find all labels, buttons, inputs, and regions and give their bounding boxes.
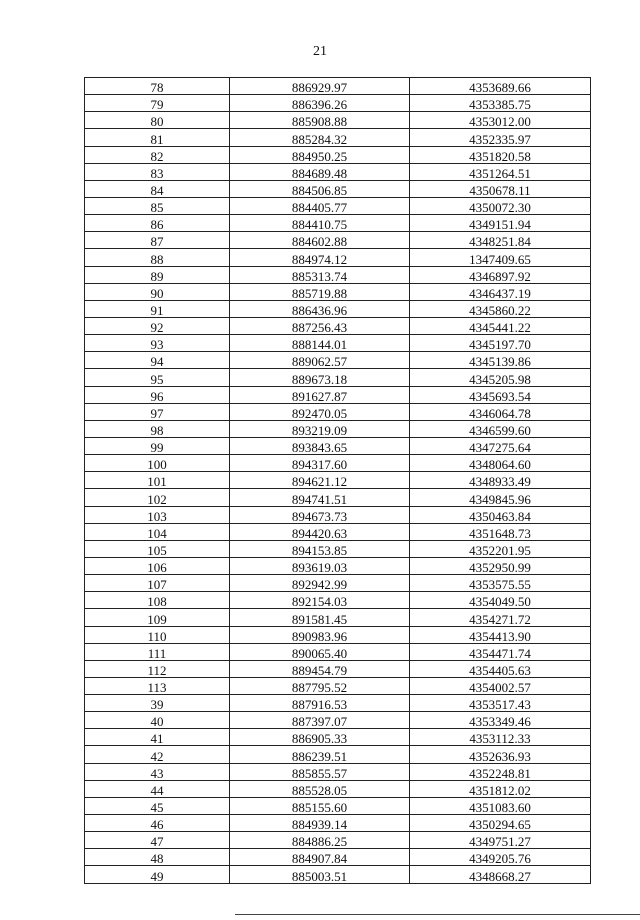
y-coordinate-cell: 4346437.19 [410, 283, 591, 300]
point-number-cell: 45 [85, 797, 230, 814]
x-coordinate-cell: 887916.53 [230, 695, 410, 712]
table-row [85, 283, 591, 300]
table-row [85, 180, 591, 197]
point-number-cell: 97 [85, 403, 230, 420]
y-coordinate-cell: 4350678.11 [410, 180, 591, 197]
x-coordinate-cell: 886239.51 [230, 746, 410, 763]
y-coordinate-cell: 4348933.49 [410, 472, 591, 489]
x-coordinate-cell: 884602.88 [230, 232, 410, 249]
y-coordinate-cell: 4352248.81 [410, 763, 591, 780]
table-row [85, 317, 591, 334]
point-number-cell: 100 [85, 455, 230, 472]
y-coordinate-cell: 4349751.27 [410, 832, 591, 849]
point-number-cell: 78 [85, 78, 230, 95]
point-number-cell: 95 [85, 369, 230, 386]
table-row [85, 609, 591, 626]
table-row [85, 626, 591, 643]
table-row [85, 266, 591, 283]
y-coordinate-cell: 4346897.92 [410, 266, 591, 283]
point-number-cell: 81 [85, 129, 230, 146]
table-row [85, 386, 591, 403]
table-row [85, 797, 591, 814]
y-coordinate-cell: 4354002.57 [410, 677, 591, 694]
point-number-cell: 88 [85, 249, 230, 266]
table-row [85, 592, 591, 609]
y-coordinate-cell: 4353012.00 [410, 112, 591, 129]
x-coordinate-cell: 884939.14 [230, 815, 410, 832]
point-number-cell: 44 [85, 780, 230, 797]
table-row [85, 437, 591, 454]
y-coordinate-cell: 4345205.98 [410, 369, 591, 386]
y-coordinate-cell: 4351812.02 [410, 780, 591, 797]
y-coordinate-cell: 4354405.63 [410, 660, 591, 677]
table-row [85, 575, 591, 592]
point-number-cell: 92 [85, 317, 230, 334]
x-coordinate-cell: 886396.26 [230, 95, 410, 112]
point-number-cell: 110 [85, 626, 230, 643]
point-number-cell: 104 [85, 523, 230, 540]
y-coordinate-cell: 4353575.55 [410, 575, 591, 592]
point-number-cell: 101 [85, 472, 230, 489]
point-number-cell: 111 [85, 643, 230, 660]
x-coordinate-cell: 887397.07 [230, 712, 410, 729]
point-number-cell: 90 [85, 283, 230, 300]
y-coordinate-cell: 4345139.86 [410, 352, 591, 369]
table-row [85, 506, 591, 523]
x-coordinate-cell: 885855.57 [230, 763, 410, 780]
table-row [85, 163, 591, 180]
y-coordinate-cell: 4349205.76 [410, 849, 591, 866]
table-row [85, 249, 591, 266]
y-coordinate-cell: 4349845.96 [410, 489, 591, 506]
y-coordinate-cell: 4348251.84 [410, 232, 591, 249]
x-coordinate-cell: 887256.43 [230, 317, 410, 334]
y-coordinate-cell: 4354271.72 [410, 609, 591, 626]
point-number-cell: 82 [85, 146, 230, 163]
table-row [85, 677, 591, 694]
table-row [85, 523, 591, 540]
point-number-cell: 106 [85, 557, 230, 574]
y-coordinate-cell: 4352201.95 [410, 540, 591, 557]
x-coordinate-cell: 890065.40 [230, 643, 410, 660]
x-coordinate-cell: 891581.45 [230, 609, 410, 626]
x-coordinate-cell: 885528.05 [230, 780, 410, 797]
point-number-cell: 41 [85, 729, 230, 746]
table-row [85, 95, 591, 112]
y-coordinate-cell: 4345860.22 [410, 300, 591, 317]
x-coordinate-cell: 892942.99 [230, 575, 410, 592]
table-row [85, 215, 591, 232]
y-coordinate-cell: 4352636.93 [410, 746, 591, 763]
y-coordinate-cell: 4354471.74 [410, 643, 591, 660]
y-coordinate-cell: 4345441.22 [410, 317, 591, 334]
y-coordinate-cell: 4351648.73 [410, 523, 591, 540]
x-coordinate-cell: 885719.88 [230, 283, 410, 300]
x-coordinate-cell: 884907.84 [230, 849, 410, 866]
y-coordinate-cell: 4354049.50 [410, 592, 591, 609]
point-number-cell: 109 [85, 609, 230, 626]
table-row [85, 660, 591, 677]
x-coordinate-cell: 884886.25 [230, 832, 410, 849]
x-coordinate-cell: 884950.25 [230, 146, 410, 163]
y-coordinate-cell: 4352335.97 [410, 129, 591, 146]
point-number-cell: 91 [85, 300, 230, 317]
y-coordinate-cell: 4349151.94 [410, 215, 591, 232]
table-row [85, 712, 591, 729]
table-row [85, 832, 591, 849]
point-number-cell: 102 [85, 489, 230, 506]
x-coordinate-cell: 894153.85 [230, 540, 410, 557]
x-coordinate-cell: 884506.85 [230, 180, 410, 197]
x-coordinate-cell: 889673.18 [230, 369, 410, 386]
x-coordinate-cell: 886436.96 [230, 300, 410, 317]
table-row [85, 746, 591, 763]
y-coordinate-cell: 4350294.65 [410, 815, 591, 832]
point-number-cell: 112 [85, 660, 230, 677]
y-coordinate-cell: 4351083.60 [410, 797, 591, 814]
x-coordinate-cell: 894621.12 [230, 472, 410, 489]
table-row [85, 352, 591, 369]
x-coordinate-cell: 889062.57 [230, 352, 410, 369]
y-coordinate-cell: 4347275.64 [410, 437, 591, 454]
table-row [85, 455, 591, 472]
point-number-cell: 40 [85, 712, 230, 729]
table-row [85, 335, 591, 352]
y-coordinate-cell: 4352950.99 [410, 557, 591, 574]
y-coordinate-cell: 4345693.54 [410, 386, 591, 403]
y-coordinate-cell: 4353517.43 [410, 695, 591, 712]
y-coordinate-cell: 4345197.70 [410, 335, 591, 352]
x-coordinate-cell: 893843.65 [230, 437, 410, 454]
y-coordinate-cell: 4350463.84 [410, 506, 591, 523]
table-row [85, 557, 591, 574]
y-coordinate-cell: 4353385.75 [410, 95, 591, 112]
point-number-cell: 83 [85, 163, 230, 180]
point-number-cell: 107 [85, 575, 230, 592]
table-row [85, 866, 591, 883]
x-coordinate-cell: 892154.03 [230, 592, 410, 609]
point-number-cell: 93 [85, 335, 230, 352]
point-number-cell: 46 [85, 815, 230, 832]
x-coordinate-cell: 894317.60 [230, 455, 410, 472]
y-coordinate-cell: 4348668.27 [410, 866, 591, 883]
point-number-cell: 43 [85, 763, 230, 780]
y-coordinate-cell: 1347409.65 [410, 249, 591, 266]
coordinates-table [84, 77, 591, 884]
x-coordinate-cell: 885313.74 [230, 266, 410, 283]
x-coordinate-cell: 885908.88 [230, 112, 410, 129]
point-number-cell: 87 [85, 232, 230, 249]
point-number-cell: 113 [85, 677, 230, 694]
point-number-cell: 86 [85, 215, 230, 232]
x-coordinate-cell: 893619.03 [230, 557, 410, 574]
table-row [85, 112, 591, 129]
x-coordinate-cell: 886929.97 [230, 78, 410, 95]
point-number-cell: 98 [85, 420, 230, 437]
y-coordinate-cell: 4350072.30 [410, 197, 591, 214]
x-coordinate-cell: 885155.60 [230, 797, 410, 814]
x-coordinate-cell: 894741.51 [230, 489, 410, 506]
y-coordinate-cell: 4351264.51 [410, 163, 591, 180]
table-row [85, 129, 591, 146]
bottom-rule [235, 914, 640, 915]
table-row [85, 78, 591, 95]
y-coordinate-cell: 4353112.33 [410, 729, 591, 746]
table-row [85, 695, 591, 712]
point-number-cell: 99 [85, 437, 230, 454]
y-coordinate-cell: 4353349.46 [410, 712, 591, 729]
table-row [85, 146, 591, 163]
table-row [85, 540, 591, 557]
x-coordinate-cell: 884405.77 [230, 197, 410, 214]
table-row [85, 815, 591, 832]
point-number-cell: 80 [85, 112, 230, 129]
point-number-cell: 84 [85, 180, 230, 197]
point-number-cell: 105 [85, 540, 230, 557]
y-coordinate-cell: 4346599.60 [410, 420, 591, 437]
point-number-cell: 47 [85, 832, 230, 849]
point-number-cell: 85 [85, 197, 230, 214]
x-coordinate-cell: 894673.73 [230, 506, 410, 523]
point-number-cell: 39 [85, 695, 230, 712]
x-coordinate-cell: 890983.96 [230, 626, 410, 643]
table-row [85, 849, 591, 866]
y-coordinate-cell: 4346064.78 [410, 403, 591, 420]
x-coordinate-cell: 892470.05 [230, 403, 410, 420]
point-number-cell: 108 [85, 592, 230, 609]
point-number-cell: 94 [85, 352, 230, 369]
x-coordinate-cell: 891627.87 [230, 386, 410, 403]
point-number-cell: 42 [85, 746, 230, 763]
x-coordinate-cell: 885284.32 [230, 129, 410, 146]
table-row [85, 232, 591, 249]
table-row [85, 403, 591, 420]
point-number-cell: 96 [85, 386, 230, 403]
y-coordinate-cell: 4348064.60 [410, 455, 591, 472]
x-coordinate-cell: 894420.63 [230, 523, 410, 540]
x-coordinate-cell: 884410.75 [230, 215, 410, 232]
table-row [85, 489, 591, 506]
x-coordinate-cell: 884974.12 [230, 249, 410, 266]
point-number-cell: 49 [85, 866, 230, 883]
x-coordinate-cell: 889454.79 [230, 660, 410, 677]
y-coordinate-cell: 4354413.90 [410, 626, 591, 643]
x-coordinate-cell: 886905.33 [230, 729, 410, 746]
table-row [85, 369, 591, 386]
table-row [85, 300, 591, 317]
table-row [85, 643, 591, 660]
x-coordinate-cell: 887795.52 [230, 677, 410, 694]
page-number: 21 [313, 44, 327, 59]
table-row [85, 729, 591, 746]
x-coordinate-cell: 888144.01 [230, 335, 410, 352]
x-coordinate-cell: 893219.09 [230, 420, 410, 437]
table-row [85, 780, 591, 797]
table-row [85, 420, 591, 437]
coordinates-table-body [85, 78, 591, 884]
point-number-cell: 89 [85, 266, 230, 283]
table-row [85, 763, 591, 780]
table-row [85, 197, 591, 214]
point-number-cell: 103 [85, 506, 230, 523]
x-coordinate-cell: 884689.48 [230, 163, 410, 180]
point-number-cell: 79 [85, 95, 230, 112]
x-coordinate-cell: 885003.51 [230, 866, 410, 883]
point-number-cell: 48 [85, 849, 230, 866]
y-coordinate-cell: 4353689.66 [410, 78, 591, 95]
table-row [85, 472, 591, 489]
y-coordinate-cell: 4351820.58 [410, 146, 591, 163]
